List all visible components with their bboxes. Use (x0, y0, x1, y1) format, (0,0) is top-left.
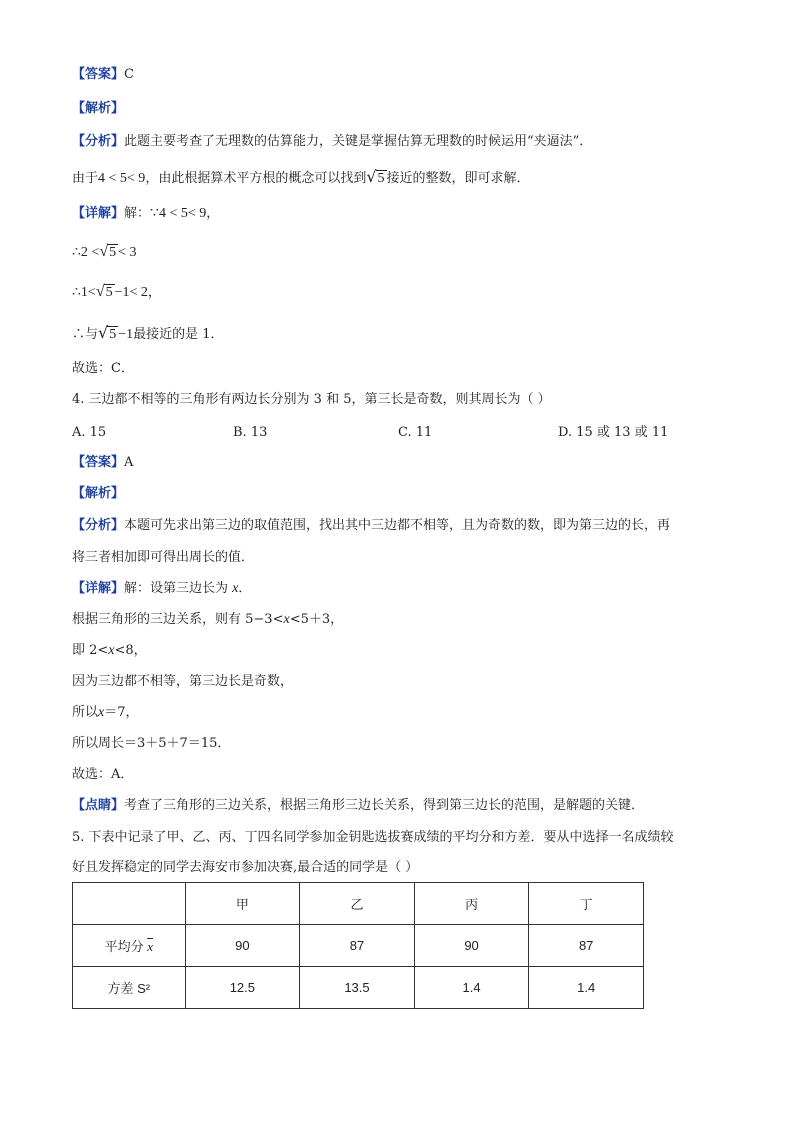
q5-line1: 5. 下表中记录了甲、乙、丙、丁四名同学参加金钥匙选拔赛成绩的平均分和方差．要从中选择一名成绩较 (72, 830, 674, 845)
text: 解：设第三边长为 (124, 581, 233, 596)
answer-value: C (124, 67, 134, 82)
variable: x (108, 643, 115, 658)
q4-step2 (72, 642, 147, 660)
variable: x (98, 705, 105, 720)
table-header-cell: 丙 (414, 883, 529, 925)
fenxi-tag: 【分析】 (72, 518, 125, 533)
q4-fenxi-line1 (72, 517, 670, 535)
table-cell: 90 (414, 925, 529, 967)
answer-tag: 【答案】 (72, 67, 125, 82)
text: <8， (114, 643, 147, 658)
sqrt-radicand: 5 (105, 285, 113, 300)
table-header-cell (73, 883, 186, 925)
q4-choose: 故选：A． (72, 767, 134, 782)
q4-analysis-line (72, 485, 124, 503)
sqrt-symbol: √ (366, 167, 377, 186)
text: ， (206, 206, 220, 221)
text: 接近的整数，即可求解． (386, 171, 530, 186)
sqrt-radicand: 5 (377, 171, 385, 186)
fenxi-text: 本题可先求出第三边的取值范围，找出其中三边都不相等，且为奇数的数，即为第三边的长，再 (124, 518, 671, 533)
row-label-average (73, 925, 186, 967)
dianjing-text: 考查了三角形的三边关系，根据三角形三边长关系，得到第三边长的范围，是解题的关键． (124, 798, 645, 813)
text: 由于 (72, 171, 99, 186)
table-row (73, 925, 644, 967)
fenxi-text: 此题主要考查了无理数的估算能力，关键是掌握估算无理数的时候运用“夹逼法”． (124, 134, 593, 149)
answer-tag: 【答案】 (72, 455, 125, 470)
text: 解： (124, 206, 151, 221)
table-cell: 90 (185, 925, 300, 967)
fenxi-tag: 【分析】 (72, 134, 125, 149)
sqrt-radicand: 5 (109, 327, 117, 342)
score-table (72, 882, 644, 1009)
table-header-cell: 丁 (529, 883, 644, 925)
q5-line2: 好且发挥稳定的同学去海安市参加决赛,最合适的同学是（ ） (72, 860, 419, 875)
text: 根据三角形的三边关系，则有 5−3< (72, 612, 284, 627)
dianjing-tag: 【点睛】 (72, 798, 125, 813)
text: ∴与 (72, 327, 99, 342)
q4-fenxi-line2: 将三者相加即可得出周长的值． (72, 550, 255, 565)
text: ， (147, 285, 161, 300)
text: ，由此根据算术平方根的概念可以找到 (145, 171, 367, 186)
sqrt-symbol: √ (98, 323, 109, 342)
sqrt-symbol: √ (99, 243, 109, 260)
table-cell: 87 (529, 925, 644, 967)
math-text: ∴1< (72, 285, 96, 300)
q3-fenxi-line (72, 133, 592, 151)
math-text: < 3 (118, 245, 137, 260)
table-cell: 12.5 (185, 967, 300, 1009)
q4-option-a: A. 15 (72, 425, 107, 440)
q4-option-d: D. 15 或 13 或 11 (558, 425, 669, 440)
q4-dianjing-line (72, 797, 644, 815)
text: ． (238, 581, 252, 596)
text: 最接近的是 1． (133, 327, 224, 342)
variable: x (283, 612, 290, 627)
q3-reason-line (72, 168, 530, 188)
row-label-variance: 方差 S² (73, 967, 186, 1009)
q3-step3 (72, 324, 224, 344)
q4-option-c: C. 11 (398, 425, 433, 440)
math-text: −1 (118, 327, 134, 342)
q4-question: 4. 三边都不相等的三角形有两边长分别为 3 和 5，第三长是奇数，则其周长为（ ） (72, 392, 551, 407)
sqrt-symbol: √ (95, 283, 105, 300)
q3-answer-line (72, 66, 134, 84)
variable: x (232, 581, 239, 596)
inequality: ∵4 < 5< 9 (150, 206, 207, 221)
table-row (73, 967, 644, 1009)
q3-step1 (72, 243, 137, 262)
q4-answer-line (72, 454, 133, 472)
table-header-cell: 甲 (185, 883, 300, 925)
sqrt-radicand: 5 (109, 245, 117, 260)
table-cell: 1.4 (414, 967, 529, 1009)
detail-tag: 【详解】 (72, 581, 125, 596)
table-cell: 13.5 (300, 967, 415, 1009)
q3-analysis-line (72, 100, 124, 118)
q3-choose: 故选：C． (72, 361, 134, 376)
inequality: 4 < 5< 9 (98, 171, 146, 186)
q4-option-b: B. 13 (233, 425, 268, 440)
text: <5＋3， (289, 612, 344, 627)
analysis-tag: 【解析】 (72, 101, 125, 116)
table-header-row (73, 883, 644, 925)
answer-value: A (124, 455, 134, 470)
table-cell: 1.4 (529, 967, 644, 1009)
q4-step5: 所以周长＝3＋5＋7＝15． (72, 736, 231, 751)
text: 即 2< (72, 643, 109, 658)
q3-step2 (72, 283, 161, 302)
q4-detail-line (72, 580, 251, 598)
q4-step3: 因为三边都不相等，第三边长是奇数， (72, 674, 294, 689)
detail-tag: 【详解】 (72, 206, 125, 221)
label-text: 平均分 (104, 939, 144, 954)
mean-symbol: $\overline{x}$ (147, 939, 153, 954)
q4-step4 (72, 704, 139, 722)
text: ＝7， (104, 705, 139, 720)
math-text: −1< 2 (114, 285, 148, 300)
q3-detail-line (72, 205, 219, 223)
text: 所以 (72, 705, 99, 720)
math-text: ∴2 < (72, 245, 100, 260)
table-cell: 87 (300, 925, 415, 967)
table-header-cell: 乙 (300, 883, 415, 925)
q4-step1 (72, 611, 343, 629)
analysis-tag: 【解析】 (72, 486, 125, 501)
